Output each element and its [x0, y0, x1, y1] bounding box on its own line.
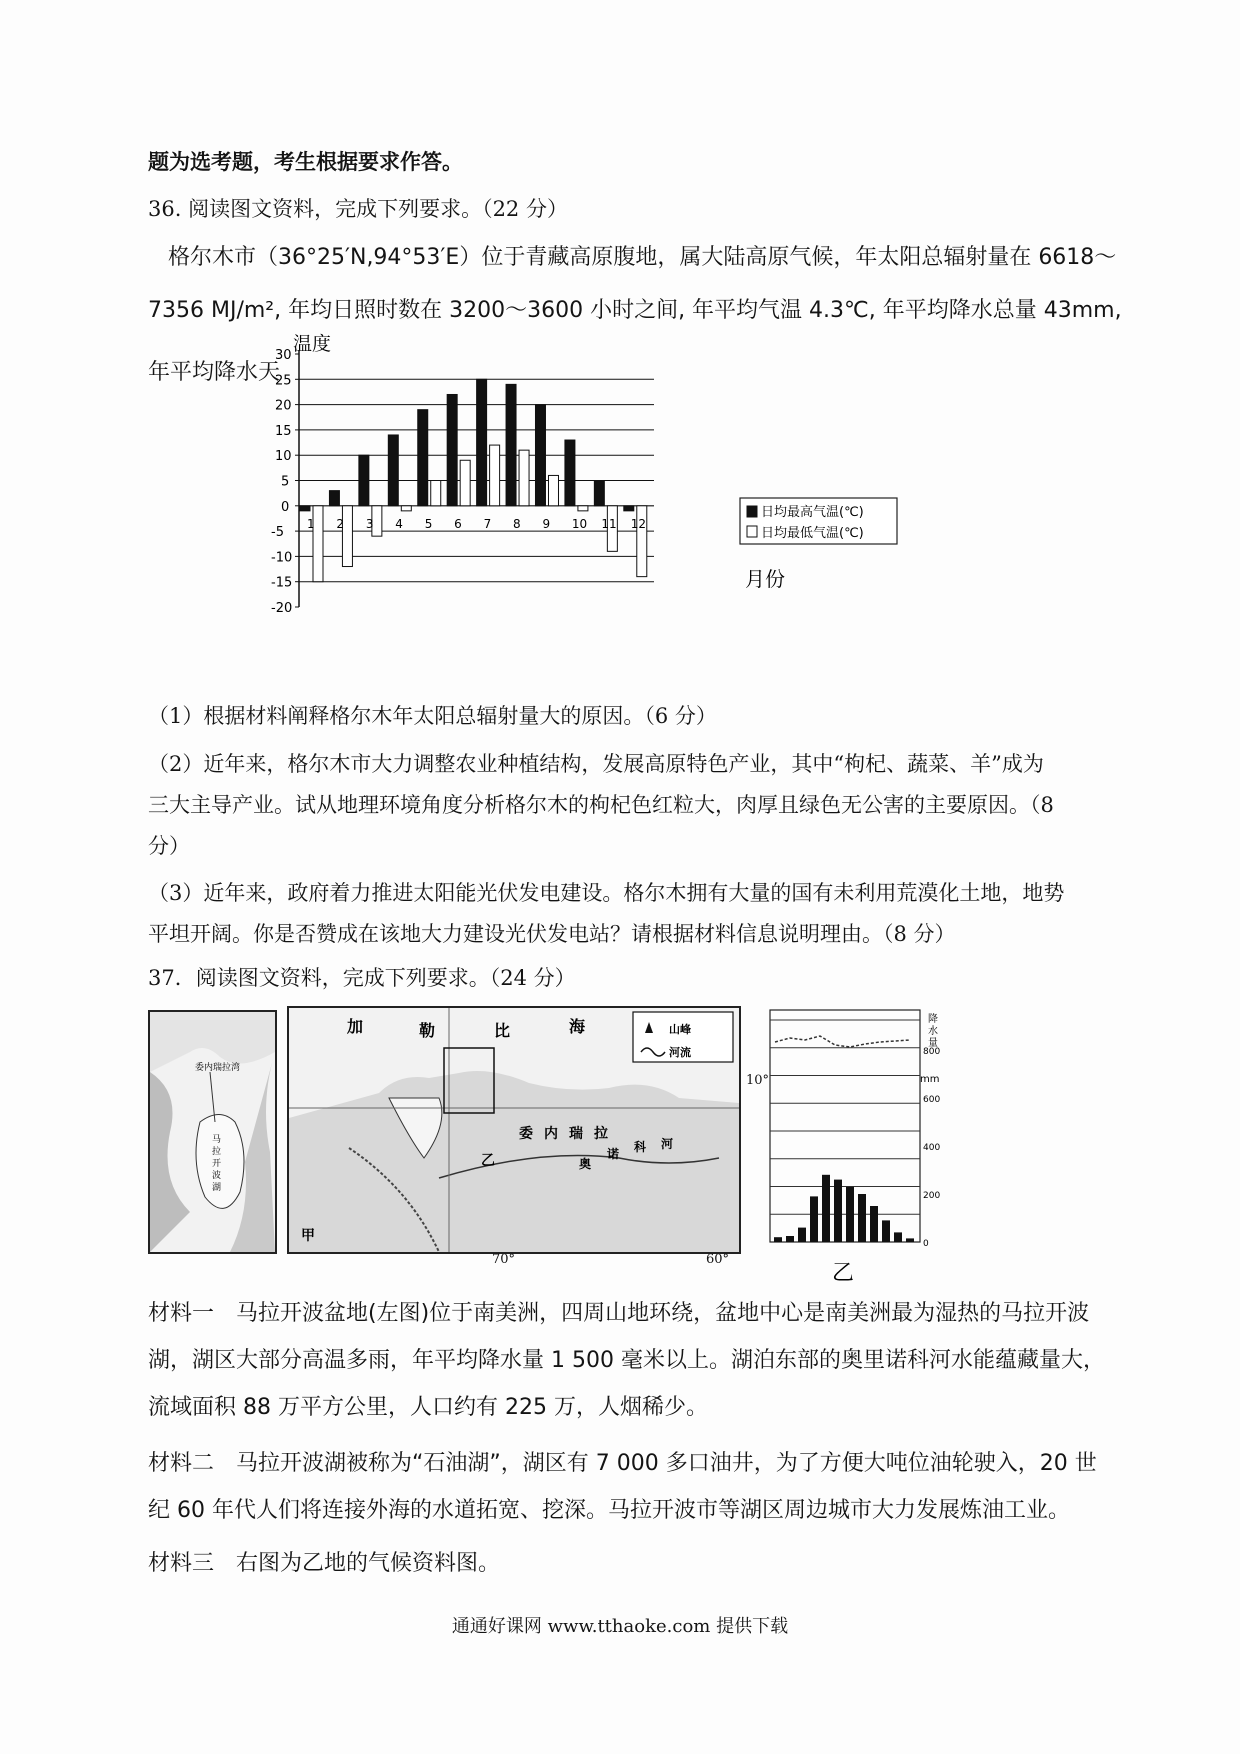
q36-sub2-line3: 分）: [148, 834, 190, 858]
q37-material3: 材料三 右图为乙地的气候资料图。: [148, 1551, 501, 1576]
climate-precip-bar: [834, 1180, 842, 1242]
x-tick-label: 5: [424, 516, 433, 531]
river-char-1: 奥: [579, 1157, 592, 1171]
q36-sub2-line2: 三大主导产业。试从地理环境角度分析格尔木的枸杞色红粒大，肉厚且绿色无公害的主要原因。（8: [148, 793, 1054, 817]
lat-label: 10°: [746, 1073, 770, 1088]
climate-tick-label: 0: [923, 1239, 929, 1249]
bar-max: [418, 410, 428, 506]
q37-material2: 材料二 马拉开波湖被称为“石油湖”，湖区有 7 000 多口油井，为了方便大吨位油轮驶入，20 世纪 60 年代人们将连接外海的水道拓宽、挖深。马拉开波市等湖区周边城市大力发展炼油工业。: [148, 1451, 1097, 1523]
bar-min: [460, 460, 470, 506]
climate-yunit: mm: [920, 1074, 940, 1085]
climate-precip-bar: [858, 1194, 866, 1242]
sea-char-3: 比: [494, 1021, 511, 1040]
climate-precip-bar: [798, 1228, 806, 1242]
legend-river-label: 河流: [669, 1046, 691, 1059]
bar-max: [624, 506, 634, 511]
sea-char-1: 加: [347, 1017, 364, 1036]
q36-intro-line1: 格尔木市（36°25′N,94°53′E）位于青藏高原腹地，属大陆高原气候，年太阳总辐射量在 6618～: [168, 245, 1117, 270]
climate-precip-bar: [810, 1196, 818, 1242]
y-tick-label: 15: [275, 423, 292, 439]
y-tick-label: -15: [271, 575, 293, 591]
q36-sub3-line2: 平坦开阔。你是否赞成在该地大力建设光伏发电站？请根据材料信息说明理由。（8 分）: [148, 922, 956, 946]
lon-label-right: 60°: [706, 1252, 730, 1267]
y-tick-label: -20: [271, 601, 293, 616]
sea-char-4: 海: [569, 1017, 586, 1036]
sea-char-2: 勒: [419, 1021, 436, 1040]
legend-peak-label: 山峰: [669, 1023, 691, 1036]
bar-max: [359, 455, 369, 506]
bar-max: [388, 435, 398, 506]
q36-sub3-line1: （3）近年来，政府着力推进太阳能光伏发电建设。格尔木拥有大量的国有未利用荒漠化土地，地势: [148, 881, 1065, 905]
x-tick-label: 9: [542, 516, 551, 531]
bar-min: [431, 481, 441, 506]
bar-min: [490, 445, 500, 506]
legend-swatch-max: [747, 506, 757, 517]
x-tick-label: 11: [601, 516, 617, 531]
x-tick-label: 10: [571, 516, 588, 531]
bar-min: [578, 506, 588, 511]
bar-max: [506, 384, 516, 505]
q36-intro-line3: 年平均降水天: [148, 360, 281, 385]
climate-precip-bar: [870, 1206, 878, 1242]
main-map-drawing: [289, 1008, 739, 1252]
climate-precip-bar: [846, 1187, 854, 1242]
label-jia: 甲: [301, 1228, 315, 1244]
y-tick-label: 10: [275, 449, 292, 465]
y-tick-label: -10: [271, 550, 293, 566]
label-yi: 乙: [481, 1153, 495, 1169]
y-tick-label: 0: [281, 499, 290, 515]
bar-max: [447, 394, 457, 505]
y-tick-label: 30: [275, 348, 292, 363]
climate-tick-label: 800: [923, 1047, 941, 1057]
left-map-label-lake-2: 拉: [212, 1147, 222, 1157]
climate-ylabel-2: 水: [928, 1026, 938, 1037]
climate-precip-bar: [786, 1236, 794, 1242]
climate-tick-label: 600: [923, 1095, 941, 1105]
bar-max: [300, 506, 310, 511]
climate-precip-bar: [774, 1237, 782, 1242]
legend-label-max: 日均最高气温(℃): [761, 505, 864, 520]
left-map-label-lake-5: 湖: [212, 1183, 222, 1193]
bar-max: [535, 405, 545, 506]
bar-min: [342, 506, 352, 567]
temperature-chart: [271, 332, 925, 677]
section-header: 题为选考题，考生根据要求作答。: [148, 149, 463, 174]
climate-precip-bar: [822, 1175, 830, 1242]
river-char-2: 诺: [607, 1147, 620, 1161]
climate-precip-bar: [882, 1220, 890, 1242]
bar-min: [401, 506, 411, 511]
country-char-1: 委: [519, 1126, 533, 1142]
bar-min: [519, 450, 529, 506]
q37-material1: 材料一 马拉开波盆地(左图)位于南美洲，四周山地环绕，盆地中心是南美洲最为湿热的马拉开波湖，湖区大部分高温多雨，年平均降水量 1 500 毫米以上。湖泊东部的奥里诺科河水能蕴藏量大，流域面积 88 万平方公里，人口约有 225 万，人烟稀少。: [148, 1301, 1105, 1420]
bar-max: [477, 379, 487, 506]
climate-ylabel-1: 降: [928, 1014, 938, 1025]
country-char-4: 拉: [594, 1126, 608, 1142]
x-tick-label: 2: [336, 516, 345, 531]
left-inset-map: [148, 1010, 277, 1254]
bar-max: [565, 440, 575, 506]
bar-max: [594, 481, 604, 506]
q36-intro-line2: 7356 MJ/m², 年均日照时数在 3200～3600 小时之间, 年平均气温 4.3℃, 年平均降水总量 43mm,: [148, 298, 1122, 323]
left-map-label-gulf: 委内瑞拉湾: [195, 1063, 241, 1073]
left-map-label-lake-1: 马: [212, 1135, 222, 1145]
bar-min: [548, 475, 558, 505]
x-tick-label: 1: [307, 516, 315, 531]
x-tick-label: 4: [395, 516, 403, 531]
river-char-4: 河: [661, 1137, 674, 1151]
climate-precip-bar: [906, 1238, 914, 1242]
climate-tick-label: 400: [923, 1143, 941, 1153]
chart-xlabel: 月份: [745, 567, 785, 591]
climate-ylabel-3: 量: [928, 1038, 938, 1049]
country-char-3: 瑞: [569, 1126, 583, 1142]
left-map-drawing: [150, 1012, 275, 1252]
legend-label-min: 日均最低气温(℃): [761, 526, 864, 541]
y-tick-label: -5: [271, 525, 284, 541]
left-map-label-lake-3: 开: [212, 1159, 222, 1169]
climate-caption: 乙: [832, 1261, 855, 1286]
river-char-3: 科: [634, 1140, 647, 1154]
x-tick-label: 3: [365, 516, 374, 531]
q36-sub1: （1）根据材料阐释格尔木年太阳总辐射量大的原因。（6 分）: [148, 704, 717, 728]
climate-precip-bar: [894, 1232, 902, 1242]
x-tick-label: 12: [630, 516, 647, 531]
x-tick-label: 7: [483, 516, 492, 531]
country-char-2: 内: [544, 1126, 558, 1142]
x-tick-label: 8: [513, 516, 521, 531]
chart-legend: [740, 498, 897, 544]
q36-intro-line3-end: 。: [903, 360, 926, 385]
chart-ylabel: 温度: [293, 333, 332, 355]
bar-max: [329, 491, 339, 506]
left-map-label-lake-4: 波: [212, 1171, 222, 1181]
q36-sub2-line1: （2）近年来，格尔木市大力调整农业种植结构，发展高原特色产业，其中“枸杞、蔬菜、羊”成为: [148, 752, 1044, 776]
q37-title: 37．阅读图文资料，完成下列要求。（24 分）: [148, 966, 576, 990]
legend-swatch-min: [747, 526, 757, 537]
climate-tick-label: 200: [923, 1191, 941, 1201]
main-region-map: [287, 1006, 741, 1254]
y-tick-label: 25: [275, 373, 292, 389]
x-tick-label: 6: [454, 516, 462, 531]
q36-title: 36. 阅读图文资料，完成下列要求。（22 分）: [148, 197, 568, 221]
y-tick-label: 20: [275, 398, 292, 414]
page-footer: 通通好课网 www.tthaoke.com 提供下载: [451, 1616, 789, 1637]
y-tick-label: 5: [281, 474, 290, 490]
lon-label-left: 70°: [492, 1252, 516, 1267]
climate-chart-yi: [770, 1010, 960, 1290]
